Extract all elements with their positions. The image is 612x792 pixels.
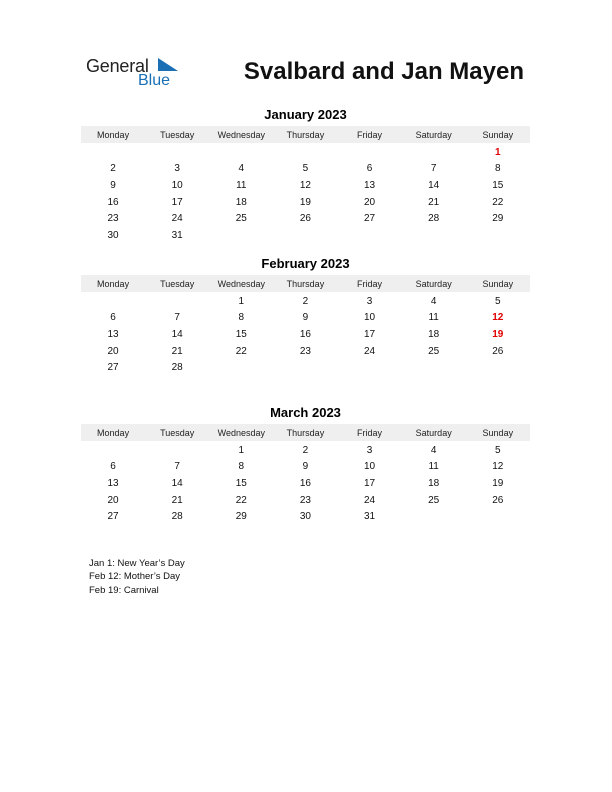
- week-row: [81, 144, 530, 161]
- day-cell: 11: [236, 179, 247, 191]
- weekday-label: Friday: [357, 129, 383, 140]
- day-cell: 21: [428, 196, 440, 208]
- day-cell: 5: [302, 163, 309, 175]
- day-cell: 14: [171, 328, 183, 340]
- day-cell: 12: [492, 312, 504, 324]
- month-february: [81, 255, 530, 376]
- weekday-label: Wednesday: [217, 278, 265, 289]
- week-row: [81, 210, 530, 227]
- day-cell: 26: [299, 213, 311, 225]
- holiday-note: Jan 1: New Year’s Day: [89, 558, 185, 569]
- month-march: [81, 404, 530, 525]
- day-cell: 31: [171, 229, 183, 241]
- day-cell: 11: [428, 312, 439, 324]
- day-cell: 9: [302, 461, 309, 473]
- month-january: [81, 106, 530, 244]
- day-cell: 1: [495, 146, 501, 158]
- month-title: February 2023: [261, 256, 350, 271]
- day-cell: 15: [492, 179, 504, 191]
- day-cell: 17: [364, 328, 376, 340]
- day-cell: 31: [364, 511, 376, 523]
- weekday-header: [81, 275, 530, 292]
- day-cell: 28: [171, 362, 183, 374]
- day-cell: 15: [235, 328, 247, 340]
- logo-word-blue: Blue: [138, 72, 171, 89]
- holiday-notes: [89, 557, 185, 597]
- day-cell: 3: [366, 444, 373, 456]
- day-cell: 24: [364, 345, 376, 357]
- day-cell: 8: [238, 461, 245, 473]
- day-cell: 11: [428, 461, 439, 473]
- weekday-label: Saturday: [415, 427, 452, 438]
- weekday-label: Thursday: [286, 278, 325, 289]
- day-cell: 29: [492, 213, 504, 225]
- day-cell: 2: [302, 444, 309, 456]
- day-cell: 4: [430, 295, 437, 307]
- week-row: [81, 359, 530, 376]
- day-cell: 6: [366, 163, 373, 175]
- month-title: March 2023: [270, 405, 341, 420]
- weekday-label: Monday: [97, 278, 130, 289]
- month-title: January 2023: [264, 107, 347, 122]
- day-cell: 19: [299, 196, 311, 208]
- weekday-label: Thursday: [286, 427, 325, 438]
- holiday-note: Feb 12: Mother’s Day: [89, 571, 180, 583]
- weekday-label: Monday: [97, 129, 130, 140]
- day-cell: 13: [364, 179, 376, 191]
- day-cell: 10: [364, 312, 376, 324]
- week-row: [81, 492, 530, 509]
- weekday-header: [81, 126, 530, 143]
- weekday-label: Friday: [357, 427, 383, 438]
- day-cell: 1: [238, 444, 245, 456]
- day-cell: 13: [107, 328, 119, 340]
- week-row: [81, 227, 530, 244]
- day-cell: 25: [428, 494, 440, 506]
- week-row: [81, 161, 530, 178]
- weekday-label: Monday: [97, 427, 130, 438]
- day-cell: 5: [495, 295, 501, 307]
- day-cell: 12: [299, 179, 311, 191]
- day-cell: 14: [428, 179, 440, 191]
- day-cell: 5: [495, 444, 501, 456]
- logo-triangle-icon: [158, 58, 180, 72]
- day-cell: 10: [171, 179, 183, 191]
- day-cell: 24: [171, 213, 183, 225]
- day-cell: 9: [302, 312, 309, 324]
- day-cell: 4: [430, 444, 437, 456]
- weekday-header: [81, 424, 530, 441]
- day-cell: 16: [299, 328, 311, 340]
- day-cell: 27: [107, 511, 119, 523]
- day-cell: 7: [430, 163, 437, 175]
- day-cell: 30: [107, 229, 119, 241]
- weekday-label: Saturday: [415, 278, 452, 289]
- day-cell: 16: [107, 196, 119, 208]
- day-cell: 22: [235, 345, 247, 357]
- week-row: [81, 508, 530, 525]
- day-cell: 7: [174, 312, 180, 324]
- weekday-label: Thursday: [286, 129, 325, 140]
- day-cell: 29: [235, 511, 247, 523]
- day-cell: 25: [235, 213, 247, 225]
- day-cell: 21: [171, 345, 183, 357]
- day-cell: 12: [492, 461, 504, 473]
- generalblue-logo: [86, 56, 186, 92]
- day-cell: 8: [495, 163, 501, 175]
- weekday-label: Tuesday: [160, 129, 195, 140]
- weekday-label: Sunday: [482, 427, 514, 438]
- holiday-note: Feb 19: Carnival: [89, 584, 159, 596]
- day-cell: 25: [428, 345, 440, 357]
- day-cell: 15: [235, 477, 247, 489]
- day-cell: 9: [110, 179, 116, 191]
- day-cell: 4: [238, 163, 245, 175]
- day-cell: 26: [492, 494, 504, 506]
- week-row: [81, 310, 530, 327]
- day-cell: 20: [364, 196, 376, 208]
- week-row: [81, 194, 530, 211]
- day-cell: 1: [238, 295, 245, 307]
- day-cell: 19: [492, 328, 504, 340]
- day-cell: 30: [299, 511, 311, 523]
- day-cell: 19: [492, 477, 504, 489]
- day-cell: 2: [110, 163, 116, 175]
- week-row: [81, 326, 530, 343]
- weekday-label: Tuesday: [160, 278, 195, 289]
- weekday-label: Wednesday: [217, 129, 265, 140]
- week-row: [81, 293, 530, 310]
- day-cell: 8: [238, 312, 245, 324]
- week-row: [81, 442, 530, 459]
- day-cell: 18: [235, 196, 247, 208]
- day-cell: 6: [110, 312, 116, 324]
- day-cell: 18: [428, 328, 440, 340]
- day-cell: 20: [107, 345, 119, 357]
- day-cell: 23: [107, 213, 119, 225]
- day-cell: 22: [235, 494, 247, 506]
- day-cell: 17: [171, 196, 183, 208]
- day-cell: 14: [171, 477, 183, 489]
- day-cell: 6: [110, 461, 116, 473]
- day-cell: 23: [299, 494, 311, 506]
- day-cell: 20: [107, 494, 119, 506]
- page-title: Svalbard and Jan Mayen: [243, 58, 524, 85]
- weekday-label: Wednesday: [217, 427, 265, 438]
- day-cell: 17: [364, 477, 376, 489]
- week-row: [81, 459, 530, 476]
- day-cell: 3: [174, 163, 180, 175]
- day-cell: 21: [171, 494, 183, 506]
- day-cell: 13: [107, 477, 119, 489]
- day-cell: 27: [107, 362, 119, 374]
- day-cell: 23: [299, 345, 311, 357]
- weekday-label: Sunday: [482, 129, 514, 140]
- day-cell: 22: [492, 196, 504, 208]
- logo-word-general: General: [86, 56, 149, 76]
- weekday-label: Saturday: [415, 129, 452, 140]
- day-cell: 3: [366, 295, 373, 307]
- day-cell: 27: [364, 213, 376, 225]
- weekday-label: Tuesday: [160, 427, 195, 438]
- day-cell: 24: [364, 494, 376, 506]
- day-cell: 18: [428, 477, 440, 489]
- weekday-label: Sunday: [482, 278, 514, 289]
- day-cell: 28: [428, 213, 440, 225]
- week-row: [81, 177, 530, 194]
- day-cell: 26: [492, 345, 504, 357]
- week-row: [81, 475, 530, 492]
- weekday-label: Friday: [357, 278, 383, 289]
- week-row: [81, 343, 530, 360]
- day-cell: 10: [364, 461, 376, 473]
- day-cell: 16: [299, 477, 311, 489]
- day-cell: 7: [174, 461, 180, 473]
- day-cell: 28: [171, 511, 183, 523]
- day-cell: 2: [302, 295, 309, 307]
